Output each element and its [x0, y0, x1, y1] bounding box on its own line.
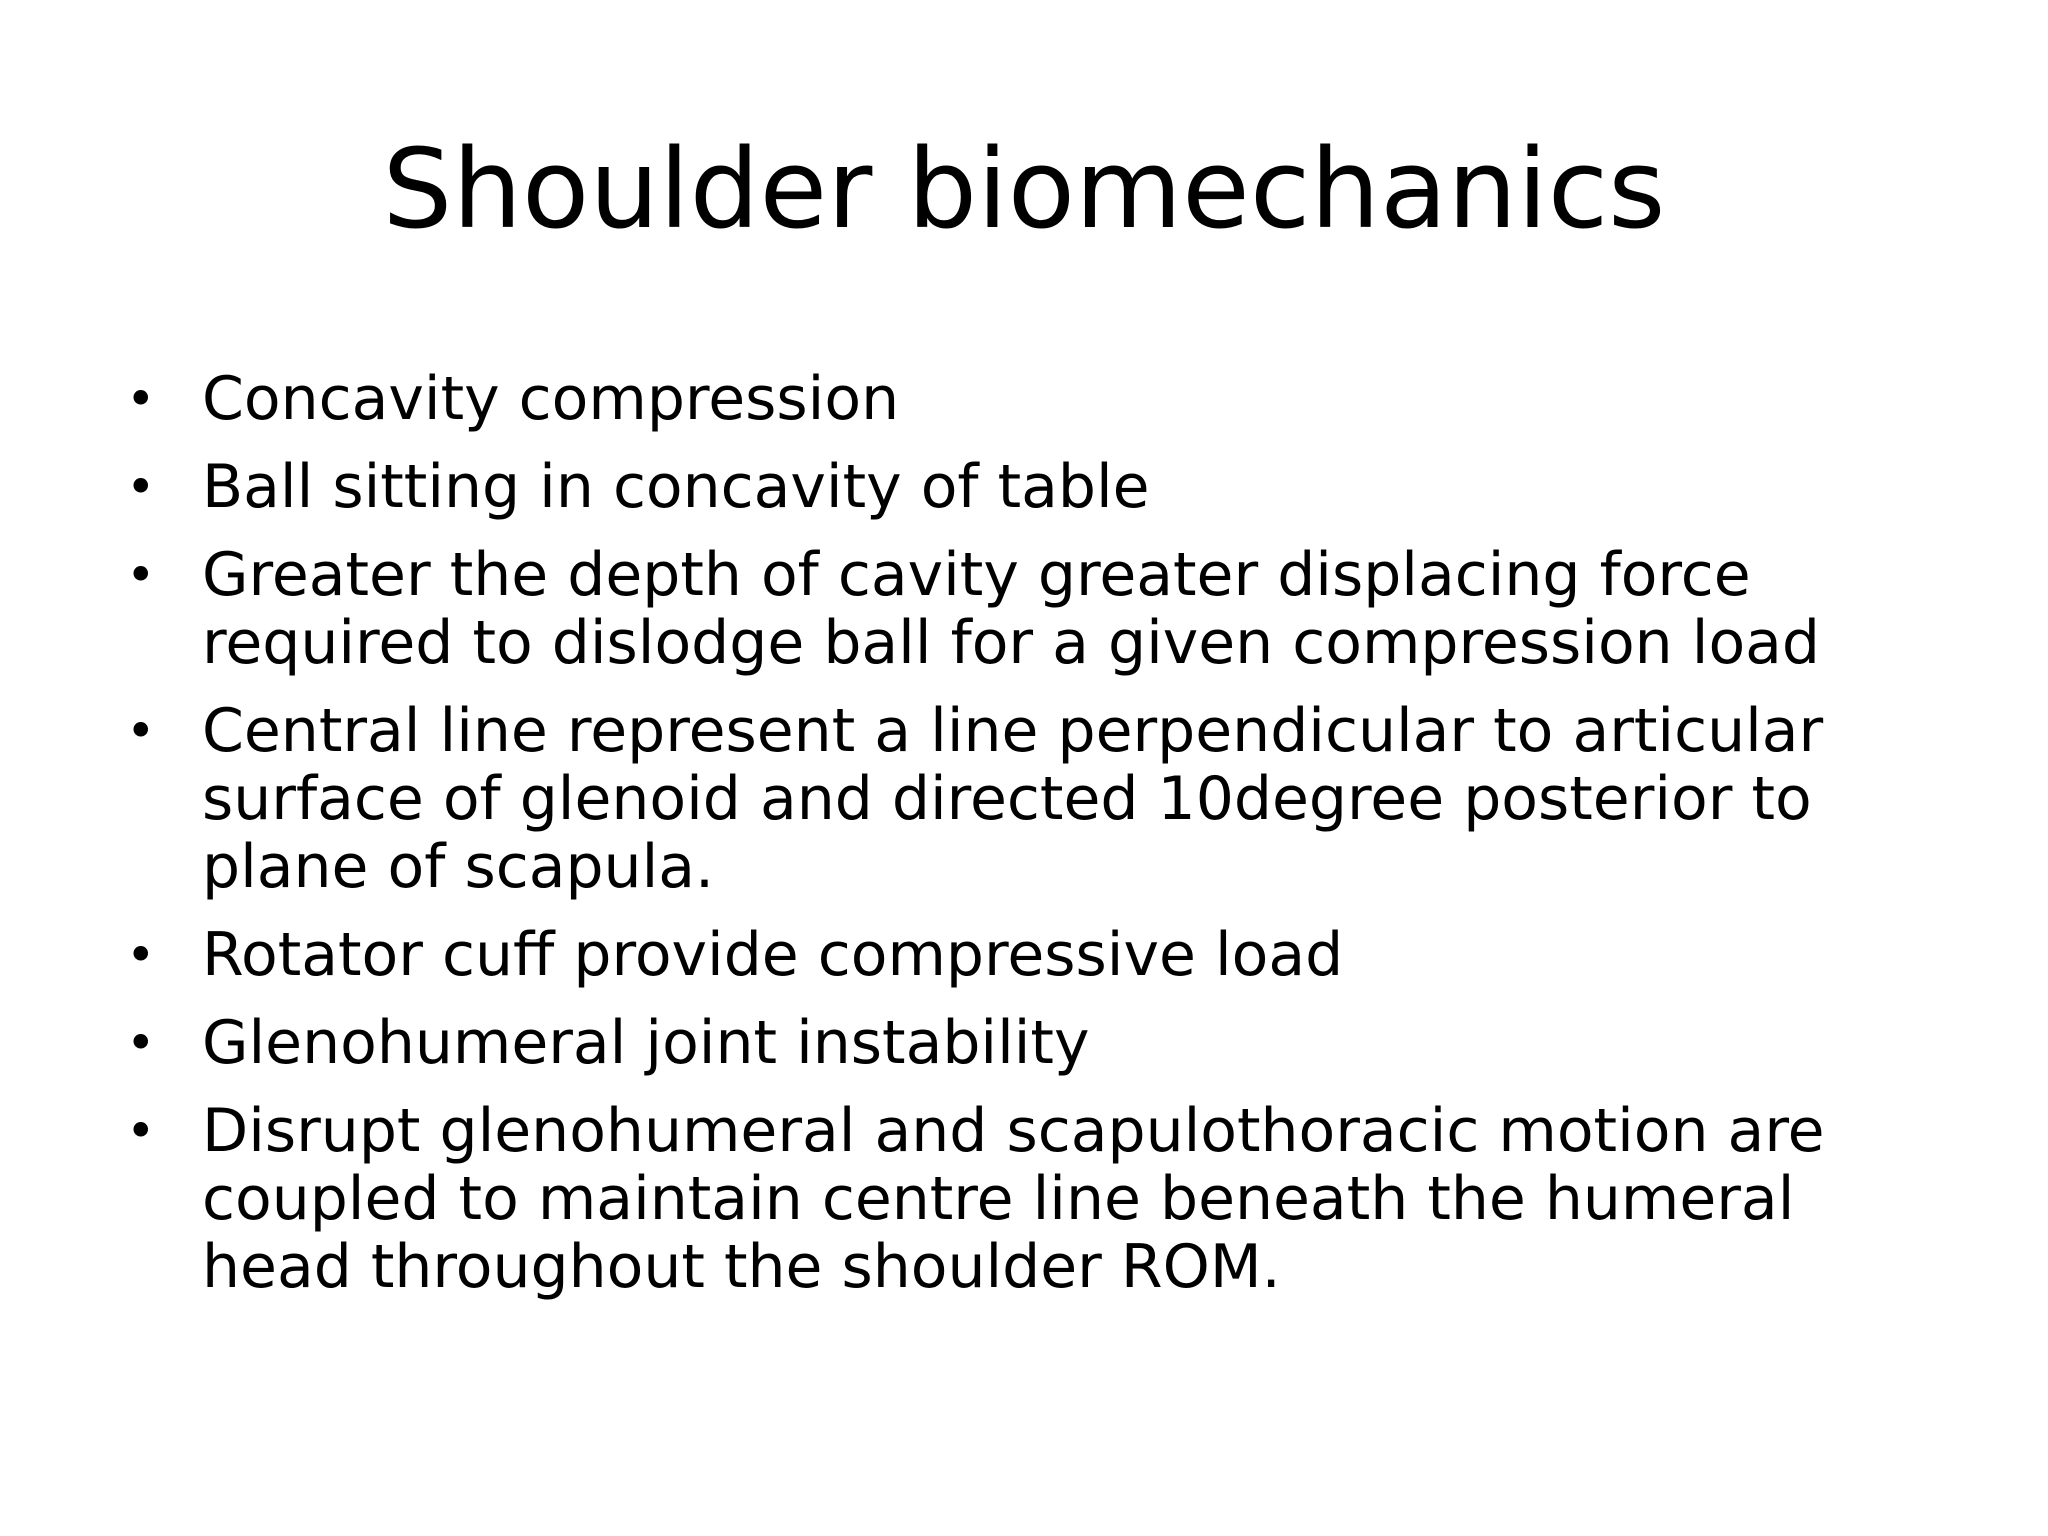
bullet-icon: • — [126, 926, 156, 984]
bullet-icon: • — [126, 1102, 156, 1160]
bullet-text: Greater the depth of cavity greater displacing force required to dislodge ball for a given compression load — [202, 540, 1821, 678]
bullet-item — [120, 697, 1960, 901]
bullet-icon: • — [126, 458, 156, 516]
bullet-item — [120, 541, 1960, 677]
bullet-icon: • — [126, 702, 156, 760]
bullet-item — [120, 1097, 1960, 1301]
bullet-list — [120, 365, 1960, 1321]
bullet-icon: • — [126, 1014, 156, 1072]
bullet-text: Concavity compression — [202, 364, 900, 434]
bullet-icon: • — [126, 370, 156, 428]
slide-title: Shoulder biomechanics — [382, 125, 1666, 253]
bullet-icon: • — [126, 546, 156, 604]
bullet-text: Ball sitting in concavity of table — [202, 452, 1150, 522]
bullet-text: Disrupt glenohumeral and scapulothoracic motion are coupled to maintain centre line beneath the humeral head throughout the shoulder ROM. — [202, 1096, 1825, 1302]
bullet-text: Central line represent a line perpendicular to articular surface of glenoid and directed 10degree posterior to plane of scapula. — [202, 696, 1824, 902]
bullet-text: Glenohumeral joint instability — [202, 1008, 1090, 1078]
bullet-item — [120, 921, 1960, 989]
bullet-item — [120, 453, 1960, 521]
bullet-item — [120, 365, 1960, 433]
bullet-text: Rotator cuff provide compressive load — [202, 920, 1344, 990]
bullet-item — [120, 1009, 1960, 1077]
